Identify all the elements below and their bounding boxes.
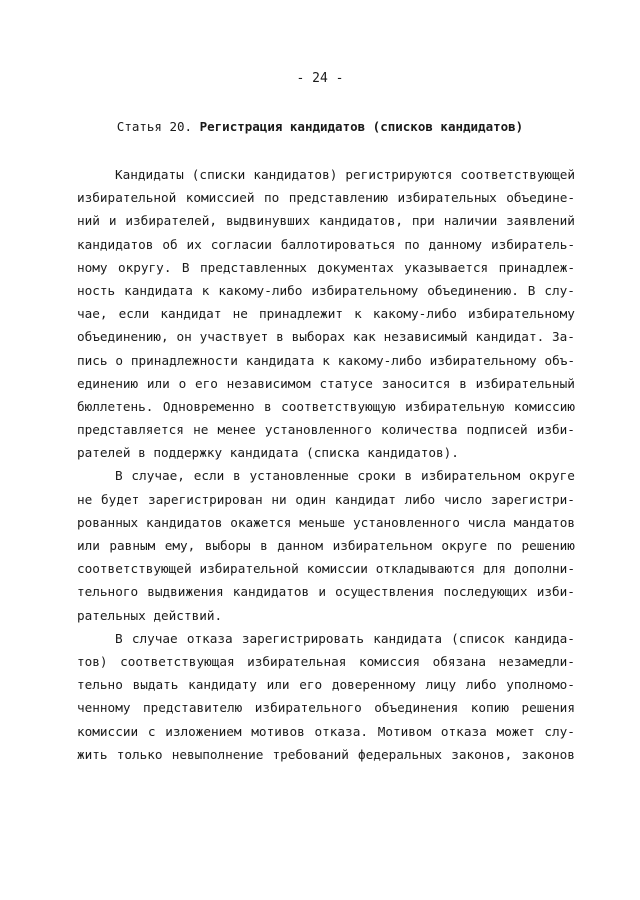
text-line: представляется не менее установленного количества подписей изби-: [77, 422, 575, 438]
text-line: ний и избирателей, выдвинувших кандидатов, при наличии заявлений: [77, 213, 575, 229]
text-line: В случае, если в установленные сроки в избирательном округе: [115, 468, 575, 484]
text-line: избирательной комиссией по представлению избирательных объедине-: [77, 190, 575, 206]
text-line: Кандидаты (списки кандидатов) регистрируются соответствующей: [115, 167, 575, 182]
text-line: или равным ему, выборы в данном избирательном округе по решению: [77, 538, 575, 553]
text-line: объединению, он участвует в выборах как независимый кандидат. За-: [77, 329, 575, 345]
text-line: ченному представителю избирательного объединения копию решения: [77, 700, 575, 716]
text-line: рательных действий.: [77, 607, 223, 623]
text-line: тельного выдвижения кандидатов и осуществления последующих изби-: [77, 584, 575, 600]
text-line: бюллетень. Одновременно в соответствующую избирательную комиссию: [77, 398, 575, 414]
text-line: чае, если кандидат не принадлежит к какому-либо избирательному: [77, 306, 575, 322]
text-line: тельно выдать кандидату или его доверенному лицу либо уполномо-: [77, 677, 575, 693]
text-line: жить только невыполнение требований федеральных законов, законов: [77, 746, 575, 762]
text-line: не будет зарегистрирован ни один кандидат либо число зарегистри-: [77, 491, 575, 507]
text-line: ность кандидата к какому-либо избирательному объединению. В слу-: [77, 282, 575, 298]
text-line: единению или о его независимом статусе заносится в избирательный: [77, 375, 575, 391]
text-line: кандидатов об их согласии баллотироваться по данному избиратель-: [77, 236, 575, 252]
text-line: тов) соответствующая избирательная комиссия обязана незамедли-: [77, 653, 575, 669]
article-title: Регистрация кандидатов (списков кандидатов): [199, 119, 524, 134]
text-line: комиссии с изложением мотивов отказа. Мотивом отказа может слу-: [77, 723, 575, 739]
text-line: пись о принадлежности кандидата к какому-либо избирательному объ-: [77, 352, 575, 368]
paragraph: [77, 627, 575, 766]
paragraph: [77, 163, 575, 464]
text-line: ному округу. В представленных документах указывается принадлеж-: [77, 259, 575, 275]
text-line: рателей в поддержку кандидата (списка кандидатов).: [77, 445, 459, 461]
text-line: В случае отказа зарегистрировать кандидата (список кандида-: [115, 630, 575, 646]
article-heading: [0, 119, 640, 134]
article-number: Статья 20.: [116, 119, 193, 134]
paragraph: [77, 464, 575, 626]
page-number: - 24 -: [296, 71, 344, 86]
text-line: соответствующей избирательной комиссии откладываются для дополни-: [77, 561, 575, 577]
text-line: рованных кандидатов окажется меньше установленного числа мандатов: [77, 514, 575, 530]
article-body: [77, 163, 575, 766]
